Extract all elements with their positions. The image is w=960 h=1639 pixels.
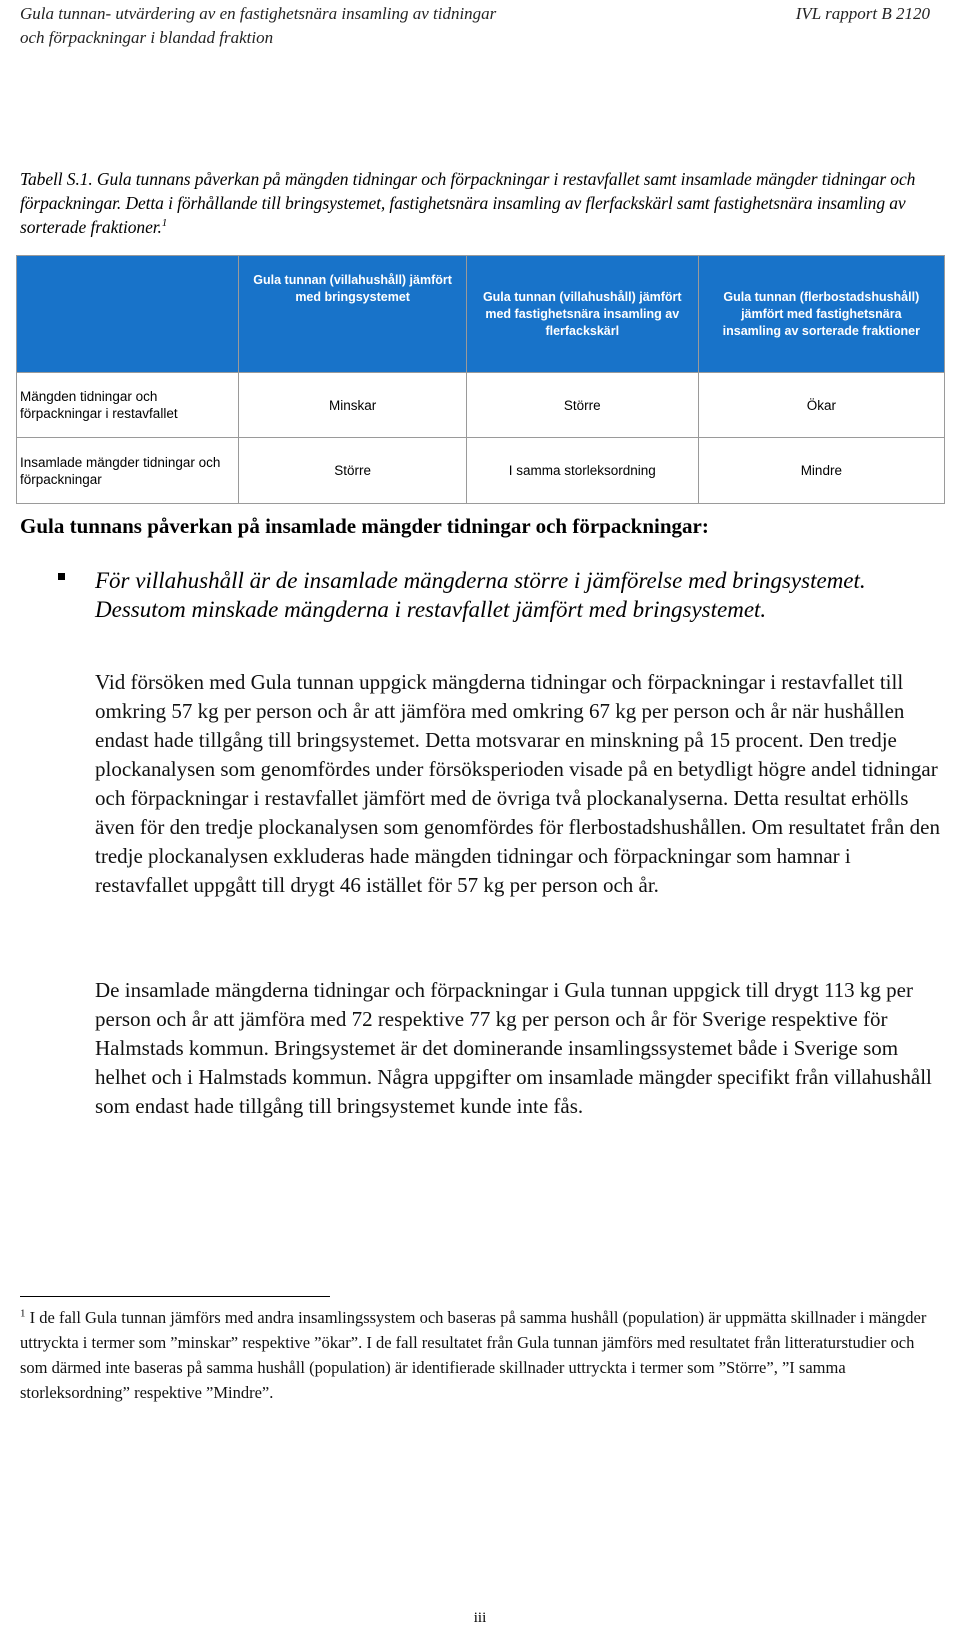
bullet-text: För villahushåll är de insamlade mängderna större i jämförelse med bringsystemet. Dessutom minskade mängderna i restavfallet jämfört med bringsystemet. (95, 568, 866, 622)
header-title-line-2: och förpackningar i blandad fraktion (20, 28, 274, 47)
header-title-line-1: Gula tunnan- utvärdering av en fastighetsnära insamling av tidningar (20, 4, 497, 23)
footnote-divider (20, 1296, 330, 1297)
table-header-corner (17, 256, 239, 373)
table-row-label: Insamlade mängder tidningar och förpackningar (17, 438, 239, 504)
table-header-cell: Gula tunnan (villahushåll) jämfört med bringsystemet (239, 256, 467, 373)
table-row (17, 438, 945, 504)
summary-table (16, 255, 945, 504)
table-caption (20, 167, 940, 239)
paragraph: De insamlade mängderna tidningar och förpackningar i Gula tunnan uppgick till drygt 113 kg per person och år att jämföra med 72 respektive 77 kg per person och år för Sverige respektive för Halmstads kommun. Bringsystemet är det dominerande insamlingssystemet både i Sverige som helhet och i Halmstads kommun. Några uppgifter om insamlade mängder specifikt från villahushåll som endast hade tillgång till bringsystemet kunde inte fås. (95, 978, 932, 1118)
footnote (20, 1305, 940, 1405)
table-cell: I samma storleksordning (466, 438, 698, 504)
table-header-cell: Gula tunnan (villahushåll) jämfört med fastighetsnära insamling av flerfackskärl (466, 256, 698, 373)
table-row (17, 373, 945, 438)
footnote-number: 1 (20, 1307, 26, 1320)
page-number: iii (473, 1610, 487, 1626)
caption-text: Tabell S.1. Gula tunnans påverkan på mängden tidningar och förpackningar i restavfallet samt insamlade mängder tidningar och förpackningar. Detta i förhållande till bringsystemet, fastighetsnära insamling av flerfackskärl samt fastighetsnära insamling av sorterade fraktioner. (20, 169, 916, 237)
square-bullet-icon (58, 573, 65, 580)
table-cell: Minskar (239, 373, 467, 438)
table-header-row (17, 256, 945, 373)
running-header-title (20, 2, 496, 50)
caption-footnote-ref: 1 (161, 217, 168, 230)
table-row-label: Mängden tidningar och förpackningar i restavfallet (17, 373, 239, 438)
footnote-text: I de fall Gula tunnan jämförs med andra insamlingssystem och baseras på samma hushåll (population) är uppmätta skillnader i mängder uttryckta i termer som ”minskar” respektive ”ökar”. I de fall resultatet från Gula tunnan jämförs med resultatet från litteraturstudier och som därmed inte baseras på samma hushåll (population) är identifierade skillnader uttryckta i termer som ”Större”, ”I samma storleksordning” respektive ”Mindre”. (20, 1308, 927, 1402)
table-cell: Större (239, 438, 467, 504)
table-cell: Större (466, 373, 698, 438)
running-header-report: IVL rapport B 2120 (795, 4, 930, 23)
section-heading: Gula tunnans påverkan på insamlade mängder tidningar och förpackningar: (20, 514, 709, 538)
paragraph: Vid försöken med Gula tunnan uppgick mängderna tidningar och förpackningar i restavfallet till omkring 57 kg per person och år att jämföra med omkring 67 kg per person och år när hushållen endast hade tillgång till bringsystemet. Detta motsvarar en minskning på 15 procent. Den tredje plockanalysen som genomfördes under försöksperioden visade på en betydligt högre andel tidningar och förpackningar i restavfallet jämfört med de övriga två plockanalyserna. Detta resultat erhölls även för den tredje plockanalysen som genomfördes för flerbostadshushållen. Om resultatet från den tredje plockanalysen exkluderas hade mängden tidningar och förpackningar som hamnar i restavfallet uppgått till drygt 46 istället för 57 kg per person och år. (95, 670, 940, 897)
table-header-cell: Gula tunnan (flerbostadshushåll) jämfört med fastighetsnära insamling av sorterade fraktioner (698, 256, 944, 373)
table-cell: Ökar (698, 373, 944, 438)
table-cell: Mindre (698, 438, 944, 504)
